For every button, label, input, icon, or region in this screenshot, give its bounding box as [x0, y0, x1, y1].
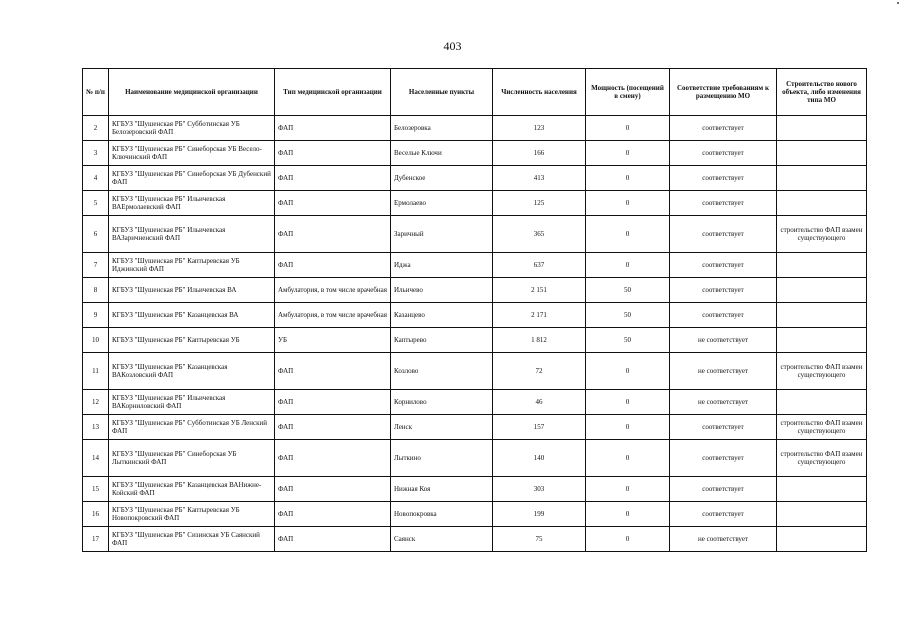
organization-name-cell: КГБУЗ "Шушенская РБ" Ильичевская ВАКорниловский ФАП	[109, 390, 275, 415]
row-number-cell: 16	[83, 502, 109, 527]
construction-cell	[777, 166, 867, 191]
organization-name-cell: КГБУЗ "Шушенская РБ" Ильичевская ВА	[109, 278, 275, 303]
table-row	[83, 303, 867, 328]
population-cell: 365	[493, 216, 586, 253]
organization-name-cell: КГБУЗ "Шушенская РБ" Синеборская УБ Лыткинский ФАП	[109, 440, 275, 477]
population-cell: 166	[493, 141, 586, 166]
compliance-cell: соответствует	[670, 141, 777, 166]
population-cell: 2 151	[493, 278, 586, 303]
table-row	[83, 353, 867, 390]
row-number-cell: 13	[83, 415, 109, 440]
settlement-cell: Ильичево	[391, 278, 493, 303]
organization-type-cell: Амбулатория, в том числе врачебная	[275, 278, 391, 303]
population-cell: 125	[493, 191, 586, 216]
construction-cell: строительство ФАП взамен существующего	[777, 353, 867, 390]
organization-name-cell: КГБУЗ "Шушенская РБ" Каптыревская УБ Новопокровский ФАП	[109, 502, 275, 527]
capacity-cell: 50	[586, 303, 670, 328]
table-row	[83, 278, 867, 303]
row-number-cell: 8	[83, 278, 109, 303]
organization-type-cell: ФАП	[275, 415, 391, 440]
construction-cell	[777, 303, 867, 328]
capacity-cell: 0	[586, 353, 670, 390]
row-number-cell: 2	[83, 116, 109, 141]
construction-cell	[777, 328, 867, 353]
compliance-cell: соответствует	[670, 278, 777, 303]
capacity-cell: 0	[586, 166, 670, 191]
organization-name-cell: КГБУЗ "Шушенская РБ" Синеборская УБ Весело-Ключинский ФАП	[109, 141, 275, 166]
header-capacity: Мощность (посещений в смену)	[586, 69, 670, 116]
population-cell: 413	[493, 166, 586, 191]
table-row	[83, 477, 867, 502]
settlement-cell: Дубенское	[391, 166, 493, 191]
organization-name-cell: КГБУЗ "Шушенская РБ" Казанцевская ВАНижне-Койский ФАП	[109, 477, 275, 502]
construction-cell	[777, 502, 867, 527]
capacity-cell: 0	[586, 116, 670, 141]
table-row	[83, 191, 867, 216]
capacity-cell: 50	[586, 328, 670, 353]
compliance-cell: соответствует	[670, 477, 777, 502]
organization-type-cell: ФАП	[275, 166, 391, 191]
population-cell: 72	[493, 353, 586, 390]
table-header-row	[83, 69, 867, 116]
compliance-cell: соответствует	[670, 253, 777, 278]
construction-cell	[777, 527, 867, 552]
settlement-cell: Белозеровка	[391, 116, 493, 141]
compliance-cell: соответствует	[670, 166, 777, 191]
organization-type-cell: ФАП	[275, 141, 391, 166]
compliance-cell: соответствует	[670, 440, 777, 477]
settlement-cell: Новопокровка	[391, 502, 493, 527]
organizations-table	[82, 68, 867, 552]
settlement-cell: Саянск	[391, 527, 493, 552]
population-cell: 46	[493, 390, 586, 415]
table-row	[83, 527, 867, 552]
population-cell: 637	[493, 253, 586, 278]
organization-name-cell: КГБУЗ "Шушенская РБ" Каптыревская УБ Иджинский ФАП	[109, 253, 275, 278]
organization-name-cell: КГБУЗ "Шушенская РБ" Субботинская УБ Ленский ФАП	[109, 415, 275, 440]
corner-mark	[897, 2, 899, 4]
construction-cell: строительство ФАП взамен существующего	[777, 216, 867, 253]
row-number-cell: 14	[83, 440, 109, 477]
organization-type-cell: ФАП	[275, 440, 391, 477]
settlement-cell: Казанцево	[391, 303, 493, 328]
compliance-cell: не соответствует	[670, 328, 777, 353]
population-cell: 123	[493, 116, 586, 141]
capacity-cell: 0	[586, 191, 670, 216]
organization-type-cell: УБ	[275, 328, 391, 353]
row-number-cell: 7	[83, 253, 109, 278]
population-cell: 303	[493, 477, 586, 502]
organization-type-cell: ФАП	[275, 253, 391, 278]
population-cell: 2 171	[493, 303, 586, 328]
page-number: 403	[443, 39, 462, 53]
capacity-cell: 0	[586, 216, 670, 253]
organization-type-cell: ФАП	[275, 191, 391, 216]
organization-name-cell: КГБУЗ "Шушенская РБ" Казанцевская ВАКозловский ФАП	[109, 353, 275, 390]
settlement-cell: Иджа	[391, 253, 493, 278]
capacity-cell: 50	[586, 278, 670, 303]
organization-type-cell: ФАП	[275, 216, 391, 253]
compliance-cell: соответствует	[670, 415, 777, 440]
header-organization-name: Наименование медицинской организации	[109, 69, 275, 116]
organization-name-cell: КГБУЗ "Шушенская РБ" Ильичевская ВАЗаричненский ФАП	[109, 216, 275, 253]
compliance-cell: соответствует	[670, 502, 777, 527]
row-number-cell: 17	[83, 527, 109, 552]
organization-type-cell: ФАП	[275, 116, 391, 141]
construction-cell: строительство ФАП взамен существующего	[777, 415, 867, 440]
row-number-cell: 12	[83, 390, 109, 415]
header-compliance: Соответствие требованиям к размещению МО	[670, 69, 777, 116]
population-cell: 140	[493, 440, 586, 477]
header-organization-type: Тип медицинской организации	[275, 69, 391, 116]
table-row	[83, 253, 867, 278]
capacity-cell: 0	[586, 141, 670, 166]
organization-name-cell: КГБУЗ "Шушенская РБ" Ильичевская ВАЕрмолаевский ФАП	[109, 191, 275, 216]
capacity-cell: 0	[586, 440, 670, 477]
organization-type-cell: Амбулатория, в том числе врачебная	[275, 303, 391, 328]
row-number-cell: 3	[83, 141, 109, 166]
compliance-cell: соответствует	[670, 303, 777, 328]
table-body	[83, 116, 867, 552]
settlement-cell: Корнилово	[391, 390, 493, 415]
construction-cell	[777, 191, 867, 216]
row-number-cell: 11	[83, 353, 109, 390]
compliance-cell: соответствует	[670, 216, 777, 253]
compliance-cell: соответствует	[670, 191, 777, 216]
compliance-cell: не соответствует	[670, 527, 777, 552]
settlement-cell: Заричный	[391, 216, 493, 253]
row-number-cell: 4	[83, 166, 109, 191]
table-row	[83, 141, 867, 166]
capacity-cell: 0	[586, 527, 670, 552]
settlement-cell: Лыткино	[391, 440, 493, 477]
organization-name-cell: КГБУЗ "Шушенская РБ" Каптыревская УБ	[109, 328, 275, 353]
row-number-cell: 5	[83, 191, 109, 216]
row-number-cell: 15	[83, 477, 109, 502]
organization-type-cell: ФАП	[275, 353, 391, 390]
population-cell: 1 812	[493, 328, 586, 353]
organization-type-cell: ФАП	[275, 527, 391, 552]
settlement-cell: Ермолаево	[391, 191, 493, 216]
table-row	[83, 166, 867, 191]
settlement-cell: Веселые Ключи	[391, 141, 493, 166]
settlement-cell: Козлово	[391, 353, 493, 390]
organization-type-cell: ФАП	[275, 502, 391, 527]
table-row	[83, 216, 867, 253]
capacity-cell: 0	[586, 415, 670, 440]
header-settlements: Населенные пункты	[391, 69, 493, 116]
table-row	[83, 328, 867, 353]
row-number-cell: 10	[83, 328, 109, 353]
population-cell: 157	[493, 415, 586, 440]
construction-cell: строительство ФАП взамен существующего	[777, 440, 867, 477]
table-row	[83, 415, 867, 440]
construction-cell	[777, 253, 867, 278]
table-row	[83, 390, 867, 415]
population-cell: 75	[493, 527, 586, 552]
header-population: Численность населения	[493, 69, 586, 116]
header-number: № п/п	[83, 69, 109, 116]
organization-name-cell: КГБУЗ "Шушенская РБ" Казанцевская ВА	[109, 303, 275, 328]
table-row	[83, 502, 867, 527]
capacity-cell: 0	[586, 390, 670, 415]
construction-cell	[777, 477, 867, 502]
settlement-cell: Ленск	[391, 415, 493, 440]
organization-name-cell: КГБУЗ "Шушенская РБ" Субботинская УБ Белозеровский ФАП	[109, 116, 275, 141]
capacity-cell: 0	[586, 253, 670, 278]
organization-name-cell: КГБУЗ "Шушенская РБ" Синеборская УБ Дубенский ФАП	[109, 166, 275, 191]
organization-type-cell: ФАП	[275, 477, 391, 502]
settlement-cell: Нижная Коя	[391, 477, 493, 502]
construction-cell	[777, 116, 867, 141]
row-number-cell: 6	[83, 216, 109, 253]
table-row	[83, 440, 867, 477]
organization-type-cell: ФАП	[275, 390, 391, 415]
construction-cell	[777, 278, 867, 303]
construction-cell	[777, 390, 867, 415]
capacity-cell: 0	[586, 502, 670, 527]
header-construction: Строительство нового объекта, либо изменения типа МО	[777, 69, 867, 116]
table-row	[83, 116, 867, 141]
organization-name-cell: КГБУЗ "Шушенская РБ" Сизинская УБ Саянский ФАП	[109, 527, 275, 552]
capacity-cell: 0	[586, 477, 670, 502]
compliance-cell: не соответствует	[670, 353, 777, 390]
population-cell: 199	[493, 502, 586, 527]
compliance-cell: не соответствует	[670, 390, 777, 415]
row-number-cell: 9	[83, 303, 109, 328]
construction-cell	[777, 141, 867, 166]
compliance-cell: соответствует	[670, 116, 777, 141]
settlement-cell: Каптырево	[391, 328, 493, 353]
